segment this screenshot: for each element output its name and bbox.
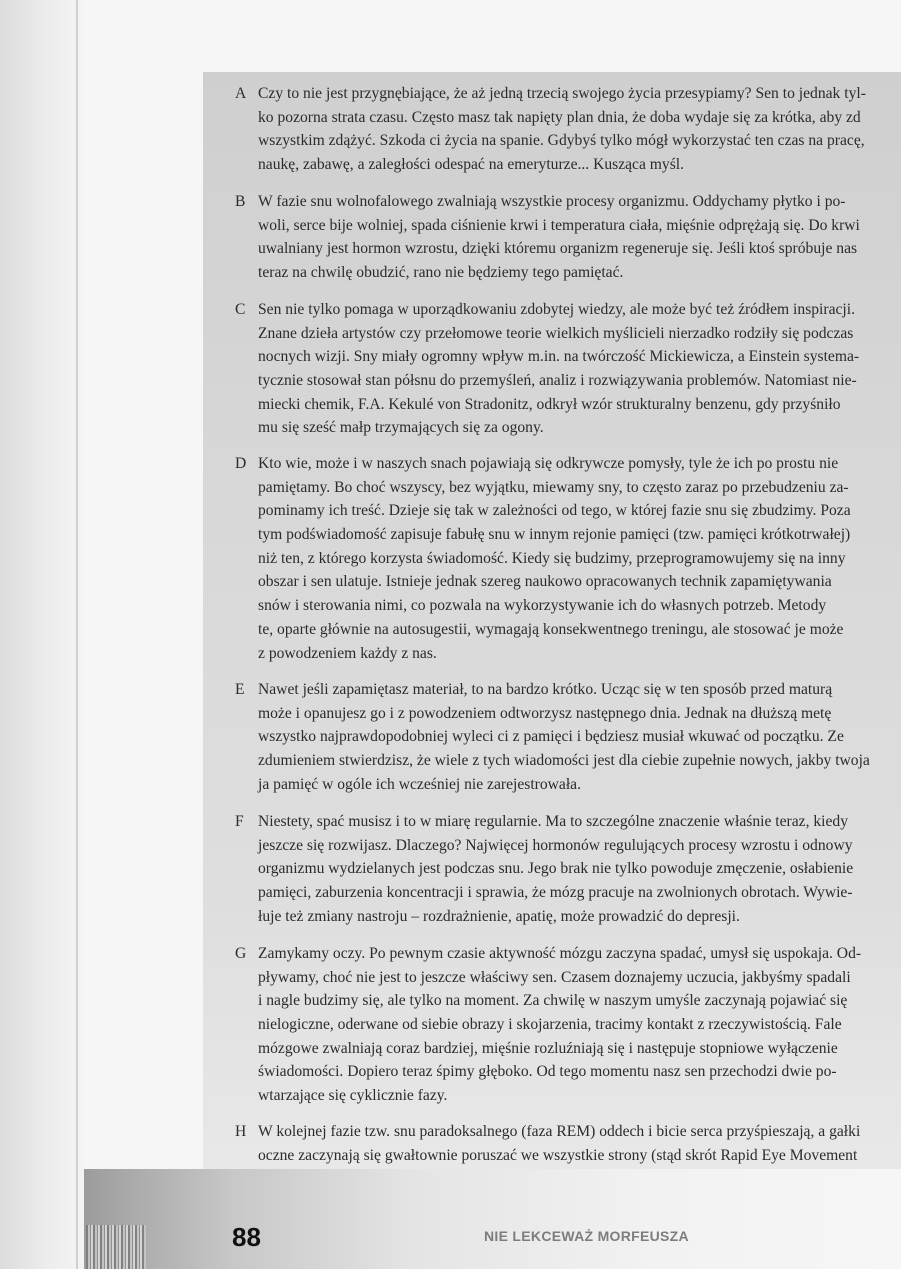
- text-line: Kto wie, może i w naszych snach pojawiają się odkrywcze pomysły, tyle że ich po prostu nie: [258, 455, 839, 472]
- section-b: [203, 190, 901, 285]
- text-line: organizmu wydzielanych jest podczas snu. Jego brak nie tylko powoduje zmęczenie, osłabienie: [258, 860, 854, 878]
- text-line: W kolejnej fazie tzw. snu paradoksalnego (faza REM) oddech i bicie serca przyśpieszają, a gałki: [258, 1123, 861, 1140]
- text-line: ja pamięć w ogóle ich wcześniej nie zarejestrowała.: [258, 775, 581, 793]
- text-line: te, oparte głównie na autosugestii, wymagają konsekwentnego treningu, ale stosować je może: [258, 620, 844, 638]
- text-line: Nawet jeśli zapamiętasz materiał, to na bardzo krótko. Ucząc się w ten sposób przed maturą: [258, 681, 833, 698]
- text-line: obszar i sen ulatuje. Istnieje jednak szereg naukowo opracowanych technik zapamiętywania: [258, 573, 832, 591]
- section-d: [203, 452, 901, 665]
- text-line: Czy to nie jest przygnębiające, że aż jedną trzecią swojego życia przesypiamy? Sen to jednak tyl-: [258, 85, 866, 102]
- page-edge-stripes: [86, 1225, 146, 1269]
- text-line: miecki chemik, F.A. Kekulé von Stradonitz, odkrył wzór strukturalny benzenu, gdy przyśniło: [258, 395, 841, 413]
- section-letter: G: [235, 945, 247, 962]
- text-line: może i opanujesz go i z powodzeniem odtworzysz następnego dnia. Jednak na dłuższą metę: [258, 704, 832, 722]
- text-line: snów i sterowania nimi, co pozwala na wykorzystywanie ich do własnych potrzeb. Metody: [258, 597, 827, 615]
- text-line: teraz na chwilę obudzić, rano nie będziemy tego pamiętać.: [258, 264, 624, 282]
- text-line: wtarzające się cyklicznie fazy.: [258, 1087, 448, 1105]
- text-line: woli, serce bije wolniej, spada ciśnienie krwi i temperatura ciała, mięśnie odprężają się. Do krwi: [258, 216, 860, 234]
- section-text: [258, 190, 901, 285]
- text-line: świadomości. Dopiero teraz śpimy głęboko. Od tego momentu nasz sen przechodzi dwie po-: [258, 1063, 837, 1081]
- text-line: zdumieniem stwierdzisz, że wiele z tych wiadomości jest dla ciebie zupełnie nowych, jakby twoja: [258, 752, 870, 770]
- running-head: NIE LEKCEWAŻ MORFEUSZA: [484, 1228, 689, 1244]
- section-f: [203, 810, 901, 928]
- section-text: [258, 298, 901, 440]
- section-text: [258, 678, 901, 796]
- text-line: Niestety, spać musisz i to w miarę regularnie. Ma to szczególne znaczenie właśnie teraz, kiedy: [258, 813, 849, 830]
- text-line: łuje też zmiany nastroju – rozdrażnienie, apatię, może prowadzić do depresji.: [258, 907, 740, 925]
- section-letter: B: [235, 193, 246, 210]
- section-text: [258, 942, 901, 1108]
- text-line: nocnych wizji. Sny miały ogromny wpływ m.in. na twórczość Mickiewicza, a Einstein systema-: [258, 348, 860, 366]
- text-line: wszystkim zdążyć. Szkoda ci życia na spanie. Gdybyś tylko mógł wykorzystać ten czas na pracę,: [258, 132, 865, 150]
- section-text: [258, 1120, 901, 1167]
- section-letter: E: [235, 681, 245, 698]
- text-line: niż ten, z którego korzysta świadomość. Kiedy się budzimy, przeprogramowujemy się na inny: [258, 549, 846, 567]
- text-line: wszystko najprawdopodobniej wyleci ci z pamięci i będziesz musiał wkuwać od początku. Ze: [258, 728, 844, 746]
- text-line: uwalniany jest hormon wzrostu, dzięki któremu organizm regeneruje się. Jeśli ktoś spróbuje nas: [258, 240, 858, 258]
- text-line: Zamykamy oczy. Po pewnym czasie aktywność mózgu zaczyna spadać, umysł się uspokaja. Od-: [258, 945, 862, 962]
- text-line: tym podświadomość zapisuje fabułę snu w innym rejonie pamięci (tzw. pamięci krótkotrwałej): [258, 526, 851, 544]
- text-line: pamiętamy. Bo choć wszyscy, bez wyjątku, miewamy sny, to często zaraz po przebudzeniu za-: [258, 478, 849, 496]
- text-line: pamięci, zaburzenia koncentracji i sprawia, że mózg pracuje na zwolnionych obrotach. Wywie-: [258, 884, 853, 902]
- page-number: 88: [232, 1222, 261, 1252]
- book-spine: [0, 0, 84, 1269]
- text-line: nielogiczne, oderwane od siebie obrazy i skojarzenia, tracimy kontakt z rzeczywistością. Fale: [258, 1016, 842, 1034]
- section-letter: C: [235, 301, 246, 318]
- text-line: pływamy, choć nie jest to jeszcze właściwy sen. Czasem doznajemy uczucia, jakbyśmy spadali: [258, 968, 851, 986]
- section-h: [203, 1120, 901, 1167]
- text-line: tycznie stosował stan półsnu do przemyśleń, analiz i rozwiązywania problemów. Natomiast nie-: [258, 372, 857, 390]
- section-c: [203, 298, 901, 440]
- section-letter: F: [235, 813, 244, 830]
- spine-shadow-line: [76, 0, 78, 1269]
- section-text: [258, 452, 901, 665]
- footer-band: [84, 1169, 901, 1269]
- section-text: [258, 810, 901, 928]
- text-line: i nagle budzimy się, ale tylko na moment. Za chwilę w naszym umyśle zaczynają pojawiać się: [258, 992, 848, 1010]
- section-letter: H: [235, 1123, 247, 1140]
- text-line: W fazie snu wolnofalowego zwalniają wszystkie procesy organizmu. Oddychamy płytko i po-: [258, 193, 846, 210]
- text-line: Znane dzieła artystów czy przełomowe teorie wielkich myślicieli nierzadko rodziły się podczas: [258, 324, 854, 342]
- text-line: ko pozorna strata czasu. Często masz tak napięty plan dnia, że doba wydaje się za krótka, aby zd: [258, 108, 861, 126]
- text-line: Sen nie tylko pomaga w uporządkowaniu zdobytej wiedzy, ale może być też źródłem inspiracji.: [258, 301, 855, 318]
- section-e: [203, 678, 901, 796]
- section-a: [203, 82, 901, 177]
- text-line: oczne zaczynają się gwałtownie poruszać we wszystkie strony (stąd skrót Rapid Eye Movement: [258, 1146, 858, 1164]
- text-line: z powodzeniem każdy z nas.: [258, 644, 437, 662]
- section-letter: D: [235, 455, 247, 472]
- text-line: mu się sześć małp trzymających się za ogony.: [258, 419, 544, 437]
- section-letter: A: [235, 85, 247, 102]
- text-line: mózgowe zwalniają coraz bardziej, mięśnie rozluźniają się i następuje stopniowe wyłączenie: [258, 1039, 838, 1057]
- text-line: pominamy ich treść. Dzieje się tak w zależności od tego, w której fazie snu się zbudzimy. Poza: [258, 502, 851, 520]
- section-text: [258, 82, 901, 177]
- text-panel: [203, 72, 901, 1169]
- text-line: jeszcze się rozwijasz. Dlaczego? Najwięcej hormonów regulujących procesy wzrostu i odnowy: [258, 836, 853, 854]
- text-line: naukę, zabawę, a zaległości odespać na emeryturze... Kusząca myśl.: [258, 156, 685, 174]
- section-g: [203, 942, 901, 1108]
